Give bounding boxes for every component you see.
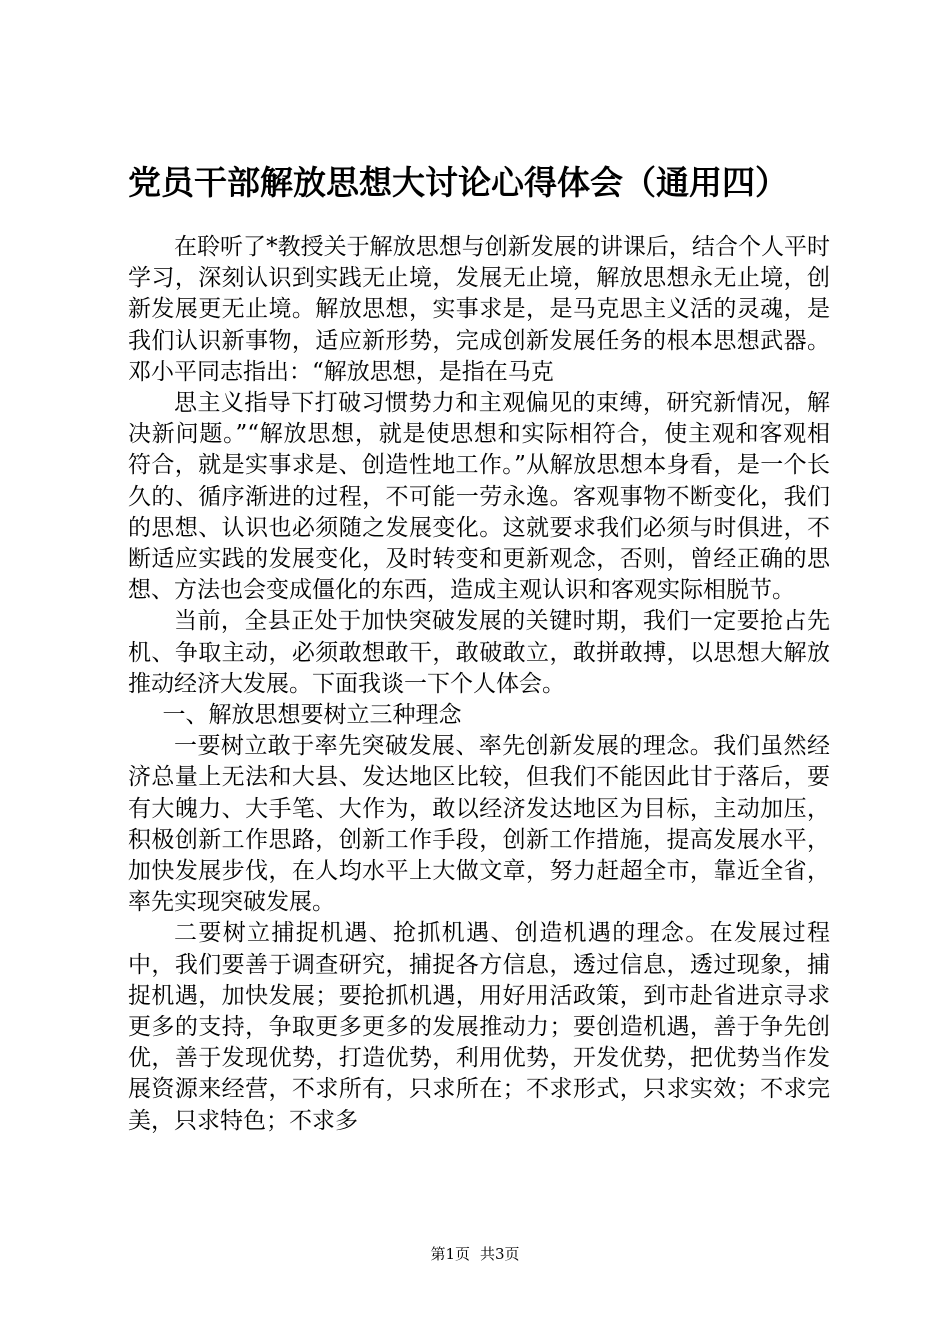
page-number: 第1页 [430, 1245, 470, 1263]
paragraph: 在聆听了*教授关于解放思想与创新发展的讲课后，结合个人平时学习，深刻认识到实践无止境，发展无止境，解放思想永无止境，创新发展更无止境。解放思想，实事求是，是马克思主义活的灵魂，是我们认识新事物，适应新形势，完成创新发展任务的根本思想武器。邓小平同志指出：“解放思想，是指在马克 [128, 234, 830, 385]
page-total: 共3页 [480, 1245, 520, 1263]
document-title: 党员干部解放思想大讨论心得体会（通用四） [128, 163, 788, 202]
paragraph: 一要树立敢于率先突破发展、率先创新发展的理念。我们虽然经济总量上无法和大县、发达地区比较，但我们不能因此甘于落后，要有大魄力、大手笔、大作为，敢以经济发达地区为目标，主动加压，积极创新工作思路，创新工作手段，创新工作措施，提高发展水平，加快发展步伐，在人均水平上大做文章，努力赶超全市，靠近全省，率先实现突破发展。 [128, 733, 830, 916]
document-body [128, 232, 830, 1137]
section-heading: 一、解放思想要树立三种理念 [162, 702, 462, 729]
paragraph: 二要树立捕捉机遇、抢抓机遇、创造机遇的理念。在发展过程中，我们要善于调查研究，捕捉各方信息，透过信息，透过现象，捕捉机遇，加快发展；要抢抓机遇，用好用活政策，到市赴省进京寻求更多的支持，争取更多更多的发展推动力；要创造机遇，善于争先创优，善于发现优势，打造优势，利用优势，开发优势，把优势当作发展资源来经营，不求所有，只求所在；不求形式，只求实效；不求完美，只求特色；不求多 [128, 920, 830, 1134]
paragraph: 当前，全县正处于加快突破发展的关键时期，我们一定要抢占先机、争取主动，必须敢想敢干，敢破敢立，敢拼敢搏，以思想大解放推动经济大发展。下面我谈一下个人体会。 [128, 608, 830, 697]
paragraph: 思主义指导下打破习惯势力和主观偏见的束缚，研究新情况，解决新问题。”“解放思想，就是使思想和实际相符合，使主观和客观相符合，就是实事求是、创造性地工作。”从解放思想本身看，是一个长久的、循序渐进的过程，不可能一劳永逸。客观事物不断变化，我们的思想、认识也必须随之发展变化。这就要求我们必须与时俱进，不断适应实践的发展变化，及时转变和更新观念，否则，曾经正确的思想、方法也会变成僵化的东西，造成主观认识和客观实际相脱节。 [128, 390, 830, 604]
page-footer [0, 1244, 950, 1264]
